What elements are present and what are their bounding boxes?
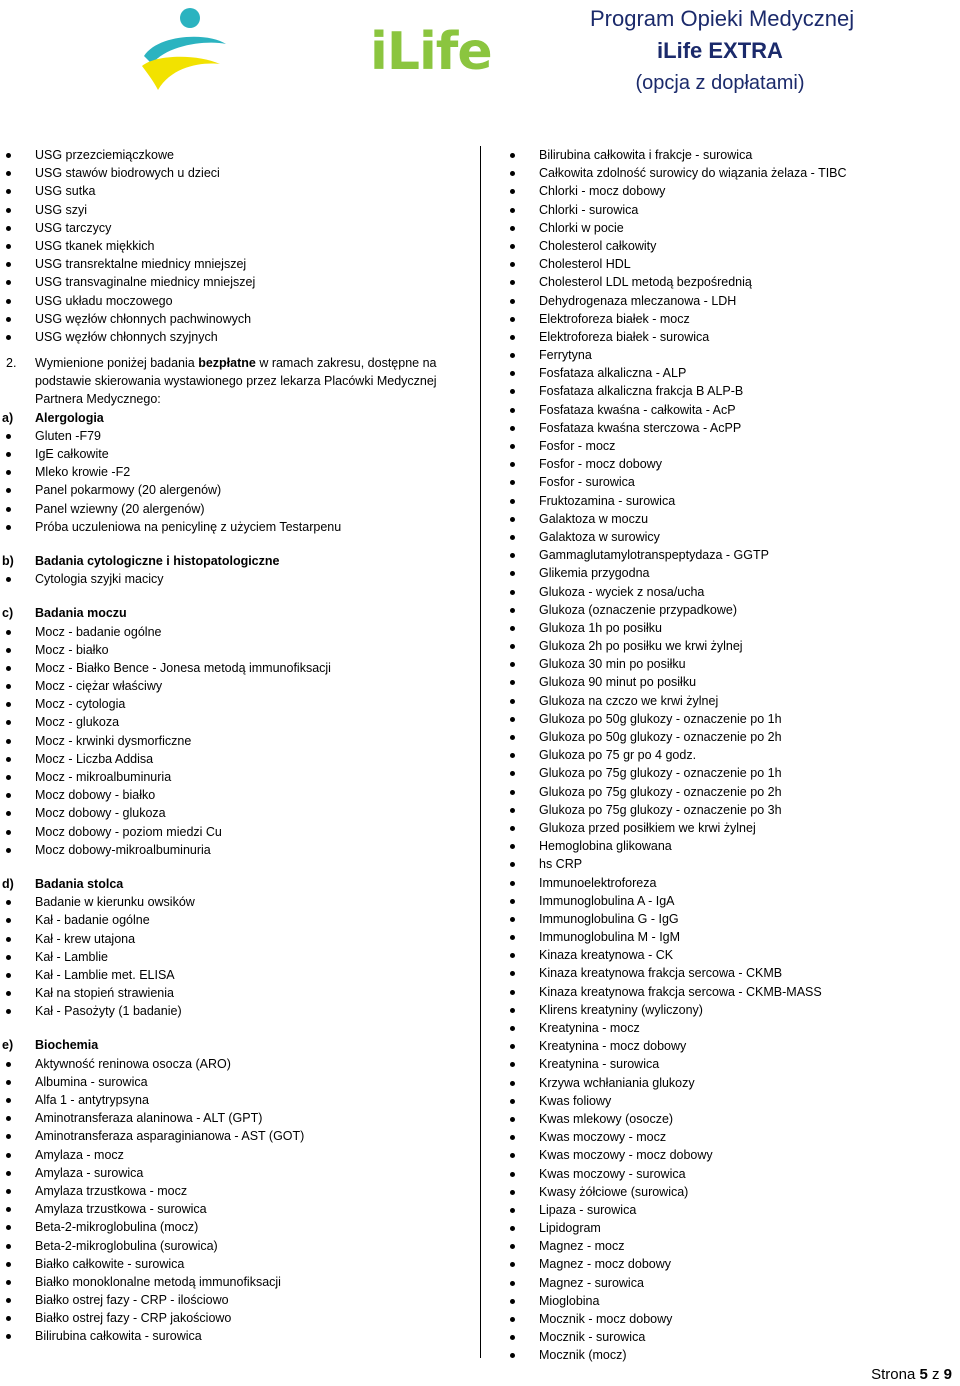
list-item: Gammaglutamylotranspeptydaza - GGTP	[504, 546, 954, 564]
section-gap	[0, 536, 450, 552]
list-item: Beta-2-mikroglobulina (surowica)	[0, 1237, 450, 1255]
section-list	[0, 1055, 450, 1346]
list-item: Kreatynina - surowica	[504, 1055, 954, 1073]
footer-mid: z	[927, 1366, 944, 1383]
list-item: Próba uczuleniowa na penicylinę z użyciem Testarpenu	[0, 518, 450, 536]
list-item: Glukoza po 75g glukozy - oznaczenie po 1h	[504, 764, 954, 782]
list-item: USG przezciemiączkowe	[0, 146, 450, 164]
list-item: Immunoglobulina A - IgA	[504, 892, 954, 910]
list-item: Kał - Pasożyty (1 badanie)	[0, 1002, 450, 1020]
list-item: Kinaza kreatynowa - CK	[504, 946, 954, 964]
list-item: Mocz - glukoza	[0, 713, 450, 731]
list-item: Aktywność reninowa osocza (ARO)	[0, 1055, 450, 1073]
section-title: Biochemia	[35, 1038, 99, 1053]
section-heading	[0, 604, 450, 622]
list-item: Kwas moczowy - mocz dobowy	[504, 1146, 954, 1164]
list-item: Glukoza - wyciek z nosa/ucha	[504, 583, 954, 601]
list-item: Panel wziewny (20 alergenów)	[0, 500, 450, 518]
list-item: Kwas foliowy	[504, 1092, 954, 1110]
list-item: Mleko krowie -F2	[0, 463, 450, 481]
list-item: Białko ostrej fazy - CRP jakościowo	[0, 1309, 450, 1327]
list-item: Magnez - mocz	[504, 1237, 954, 1255]
program-option: (opcja z dopłatami)	[635, 72, 805, 94]
section-heading	[0, 875, 450, 893]
list-item: Mocznik - mocz dobowy	[504, 1310, 954, 1328]
list-item: Bilirubina całkowita - surowica	[0, 1327, 450, 1345]
list-item: Aminotransferaza asparaginianowa - AST (GOT)	[0, 1127, 450, 1145]
list-item: Glikemia przygodna	[504, 564, 954, 582]
list-item: Aminotransferaza alaninowa - ALT (GPT)	[0, 1109, 450, 1127]
list-item: Fruktozamina - surowica	[504, 492, 954, 510]
program-title: Program Opieki Medycznej	[590, 6, 855, 31]
list-item: Klirens kreatyniny (wyliczony)	[504, 1001, 954, 1019]
section-letter: d)	[2, 876, 14, 891]
page-footer	[871, 1366, 952, 1383]
list-item: Glukoza 30 min po posiłku	[504, 655, 954, 673]
footer-total: 9	[943, 1366, 952, 1383]
list-item: Mocz - białko	[0, 641, 450, 659]
section-heading	[0, 409, 450, 427]
list-item: Fosfataza kwaśna sterczowa - AcPP	[504, 419, 954, 437]
list-item: Kał na stopień strawienia	[0, 984, 450, 1002]
right-test-list	[504, 146, 954, 1365]
paragraph-number: 2.	[6, 356, 17, 371]
list-item: Albumina - surowica	[0, 1073, 450, 1091]
list-item: Fosfor - mocz	[504, 437, 954, 455]
list-item: Krzywa wchłaniania glukozy	[504, 1074, 954, 1092]
list-item: Mocz dobowy - poziom miedzi Cu	[0, 823, 450, 841]
list-item: USG układu moczowego	[0, 292, 450, 310]
left-column	[0, 146, 450, 1346]
list-item: USG szyi	[0, 201, 450, 219]
section-letter: a)	[2, 410, 14, 425]
list-item: Immunoglobulina G - IgG	[504, 910, 954, 928]
list-item: Cholesterol całkowity	[504, 237, 954, 255]
list-item: Kwas moczowy - mocz	[504, 1128, 954, 1146]
column-divider	[480, 146, 481, 1358]
list-item: Beta-2-mikroglobulina (mocz)	[0, 1218, 450, 1236]
list-item: Amylaza - surowica	[0, 1164, 450, 1182]
section-list	[0, 570, 450, 588]
list-item: USG tarczycy	[0, 219, 450, 237]
list-item: Elektroforeza białek - mocz	[504, 310, 954, 328]
list-item: Glukoza 1h po posiłku	[504, 619, 954, 637]
usg-list	[0, 146, 450, 346]
list-item: Glukoza po 50g glukozy - oznaczenie po 2h	[504, 728, 954, 746]
list-item: Magnez - surowica	[504, 1274, 954, 1292]
list-item: Kał - Lamblie	[0, 948, 450, 966]
list-item: Elektroforeza białek - surowica	[504, 328, 954, 346]
list-item: Immunoelektroforeza	[504, 874, 954, 892]
list-item: Galaktoza w surowicy	[504, 528, 954, 546]
section-title: Badania moczu	[35, 606, 127, 621]
list-item: Amylaza trzustkowa - surowica	[0, 1200, 450, 1218]
logo-text: iLife	[370, 22, 492, 82]
list-item: Mocz - ciężar właściwy	[0, 677, 450, 695]
list-item: Panel pokarmowy (20 alergenów)	[0, 481, 450, 499]
list-item: USG transrektalne miednicy mniejszej	[0, 255, 450, 273]
section-gap	[0, 588, 450, 604]
list-item: Fosfataza kwaśna - całkowita - AcP	[504, 401, 954, 419]
list-item: Lipidogram	[504, 1219, 954, 1237]
section-letter: b)	[2, 553, 14, 568]
section-list	[0, 893, 450, 1020]
list-item: Mocznik - surowica	[504, 1328, 954, 1346]
list-item: Mocz dobowy-mikroalbuminuria	[0, 841, 450, 859]
list-item: Amylaza trzustkowa - mocz	[0, 1182, 450, 1200]
section-gap	[0, 859, 450, 875]
list-item: Mocz - Białko Bence - Jonesa metodą immunofiksacji	[0, 659, 450, 677]
footer-page: 5	[919, 1366, 928, 1383]
list-item: Glukoza przed posiłkiem we krwi żylnej	[504, 819, 954, 837]
list-item: Mocz dobowy - białko	[0, 786, 450, 804]
list-item: Glukoza po 50g glukozy - oznaczenie po 1h	[504, 710, 954, 728]
paragraph-text-bold: bezpłatne	[198, 356, 256, 371]
list-item: Fosfataza alkaliczna - ALP	[504, 364, 954, 382]
program-header	[590, 4, 855, 98]
list-item: Kreatynina - mocz	[504, 1019, 954, 1037]
list-item: Fosfor - mocz dobowy	[504, 455, 954, 473]
list-item: Chlorki w pocie	[504, 219, 954, 237]
list-item: Kreatynina - mocz dobowy	[504, 1037, 954, 1055]
list-item: Kinaza kreatynowa frakcja sercowa - CKMB	[504, 964, 954, 982]
list-item: Galaktoza w moczu	[504, 510, 954, 528]
list-item: Mocz dobowy - glukoza	[0, 804, 450, 822]
section-title: Alergologia	[35, 410, 104, 425]
list-item: Ferrytyna	[504, 346, 954, 364]
list-item: Całkowita zdolność surowicy do wiązania żelaza - TIBC	[504, 164, 954, 182]
paragraph-text-post: w ramach zakresu, dostępne na podstawie skierowania wystawionego przez lekarza Placówki Medycznej Partnera Medycznego:	[35, 356, 437, 407]
logo-mark-icon	[138, 4, 234, 94]
list-item: Chlorki - mocz dobowy	[504, 182, 954, 200]
list-item: Mocz - krwinki dysmorficzne	[0, 732, 450, 750]
list-item: USG tkanek miękkich	[0, 237, 450, 255]
list-item: Glukoza 90 minut po posiłku	[504, 673, 954, 691]
list-item: Mocz - cytologia	[0, 695, 450, 713]
section-title: Badania cytologiczne i histopatologiczne	[35, 553, 280, 568]
footer-pre: Strona	[871, 1366, 920, 1383]
list-item: Chlorki - surowica	[504, 201, 954, 219]
section-list	[0, 427, 450, 536]
list-item: Cholesterol HDL	[504, 255, 954, 273]
section-list	[0, 623, 450, 859]
ilife-logo	[138, 4, 492, 94]
list-item: Kinaza kreatynowa frakcja sercowa - CKMB-MASS	[504, 983, 954, 1001]
section-gap	[0, 1020, 450, 1036]
list-item: Bilirubina całkowita i frakcje - surowica	[504, 146, 954, 164]
list-item: Mocz - mikroalbuminuria	[0, 768, 450, 786]
program-name: iLife EXTRA	[657, 38, 783, 63]
list-item: Białko całkowite - surowica	[0, 1255, 450, 1273]
list-item: USG węzłów chłonnych szyjnych	[0, 328, 450, 346]
sections	[0, 409, 450, 1346]
list-item: Glukoza po 75g glukozy - oznaczenie po 2h	[504, 783, 954, 801]
list-item: Alfa 1 - antytrypsyna	[0, 1091, 450, 1109]
list-item: Glukoza 2h po posiłku we krwi żylnej	[504, 637, 954, 655]
list-item: USG transvaginalne miednicy mniejszej	[0, 273, 450, 291]
list-item: Kał - Lamblie met. ELISA	[0, 966, 450, 984]
list-item: Amylaza - mocz	[0, 1146, 450, 1164]
list-item: Mocz - badanie ogólne	[0, 623, 450, 641]
list-item: Kwas moczowy - surowica	[504, 1165, 954, 1183]
list-item: Hemoglobina glikowana	[504, 837, 954, 855]
list-item: Dehydrogenaza mleczanowa - LDH	[504, 292, 954, 310]
list-item: USG węzłów chłonnych pachwinowych	[0, 310, 450, 328]
list-item: Lipaza - surowica	[504, 1201, 954, 1219]
list-item: Kał - badanie ogólne	[0, 911, 450, 929]
list-item: Cytologia szyjki macicy	[0, 570, 450, 588]
list-item: Fosfataza alkaliczna frakcja B ALP-B	[504, 382, 954, 400]
list-item: Mocz - Liczba Addisa	[0, 750, 450, 768]
list-item: Glukoza (oznaczenie przypadkowe)	[504, 601, 954, 619]
list-item: Magnez - mocz dobowy	[504, 1255, 954, 1273]
list-item: Cholesterol LDL metodą bezpośrednią	[504, 273, 954, 291]
list-item: Badanie w kierunku owsików	[0, 893, 450, 911]
section-heading	[0, 1036, 450, 1054]
list-item: Fosfor - surowica	[504, 473, 954, 491]
list-item: Mioglobina	[504, 1292, 954, 1310]
list-item: Glukoza po 75g glukozy - oznaczenie po 3h	[504, 801, 954, 819]
list-item: USG stawów biodrowych u dzieci	[0, 164, 450, 182]
section-title: Badania stolca	[35, 876, 124, 891]
section-letter: e)	[2, 1038, 14, 1053]
list-item: IgE całkowite	[0, 445, 450, 463]
list-item: Mocznik (mocz)	[504, 1346, 954, 1364]
list-item: Białko monoklonalne metodą immunofiksacji	[0, 1273, 450, 1291]
list-item: Kwas mlekowy (osocze)	[504, 1110, 954, 1128]
list-item: Kał - krew utajona	[0, 930, 450, 948]
list-item: Gluten -F79	[0, 427, 450, 445]
list-item: Kwasy żółciowe (surowica)	[504, 1183, 954, 1201]
list-item: Immunoglobulina M - IgM	[504, 928, 954, 946]
list-item: USG sutka	[0, 182, 450, 200]
paragraph-text-pre: Wymienione poniżej badania	[35, 356, 199, 371]
list-item: Glukoza na czczo we krwi żylnej	[504, 692, 954, 710]
list-item: Glukoza po 75 gr po 4 godz.	[504, 746, 954, 764]
right-column	[504, 146, 954, 1365]
list-item: hs CRP	[504, 855, 954, 873]
paragraph-2	[0, 354, 475, 409]
section-letter: c)	[2, 606, 14, 621]
section-heading	[0, 552, 450, 570]
list-item: Białko ostrej fazy - CRP - ilościowo	[0, 1291, 450, 1309]
